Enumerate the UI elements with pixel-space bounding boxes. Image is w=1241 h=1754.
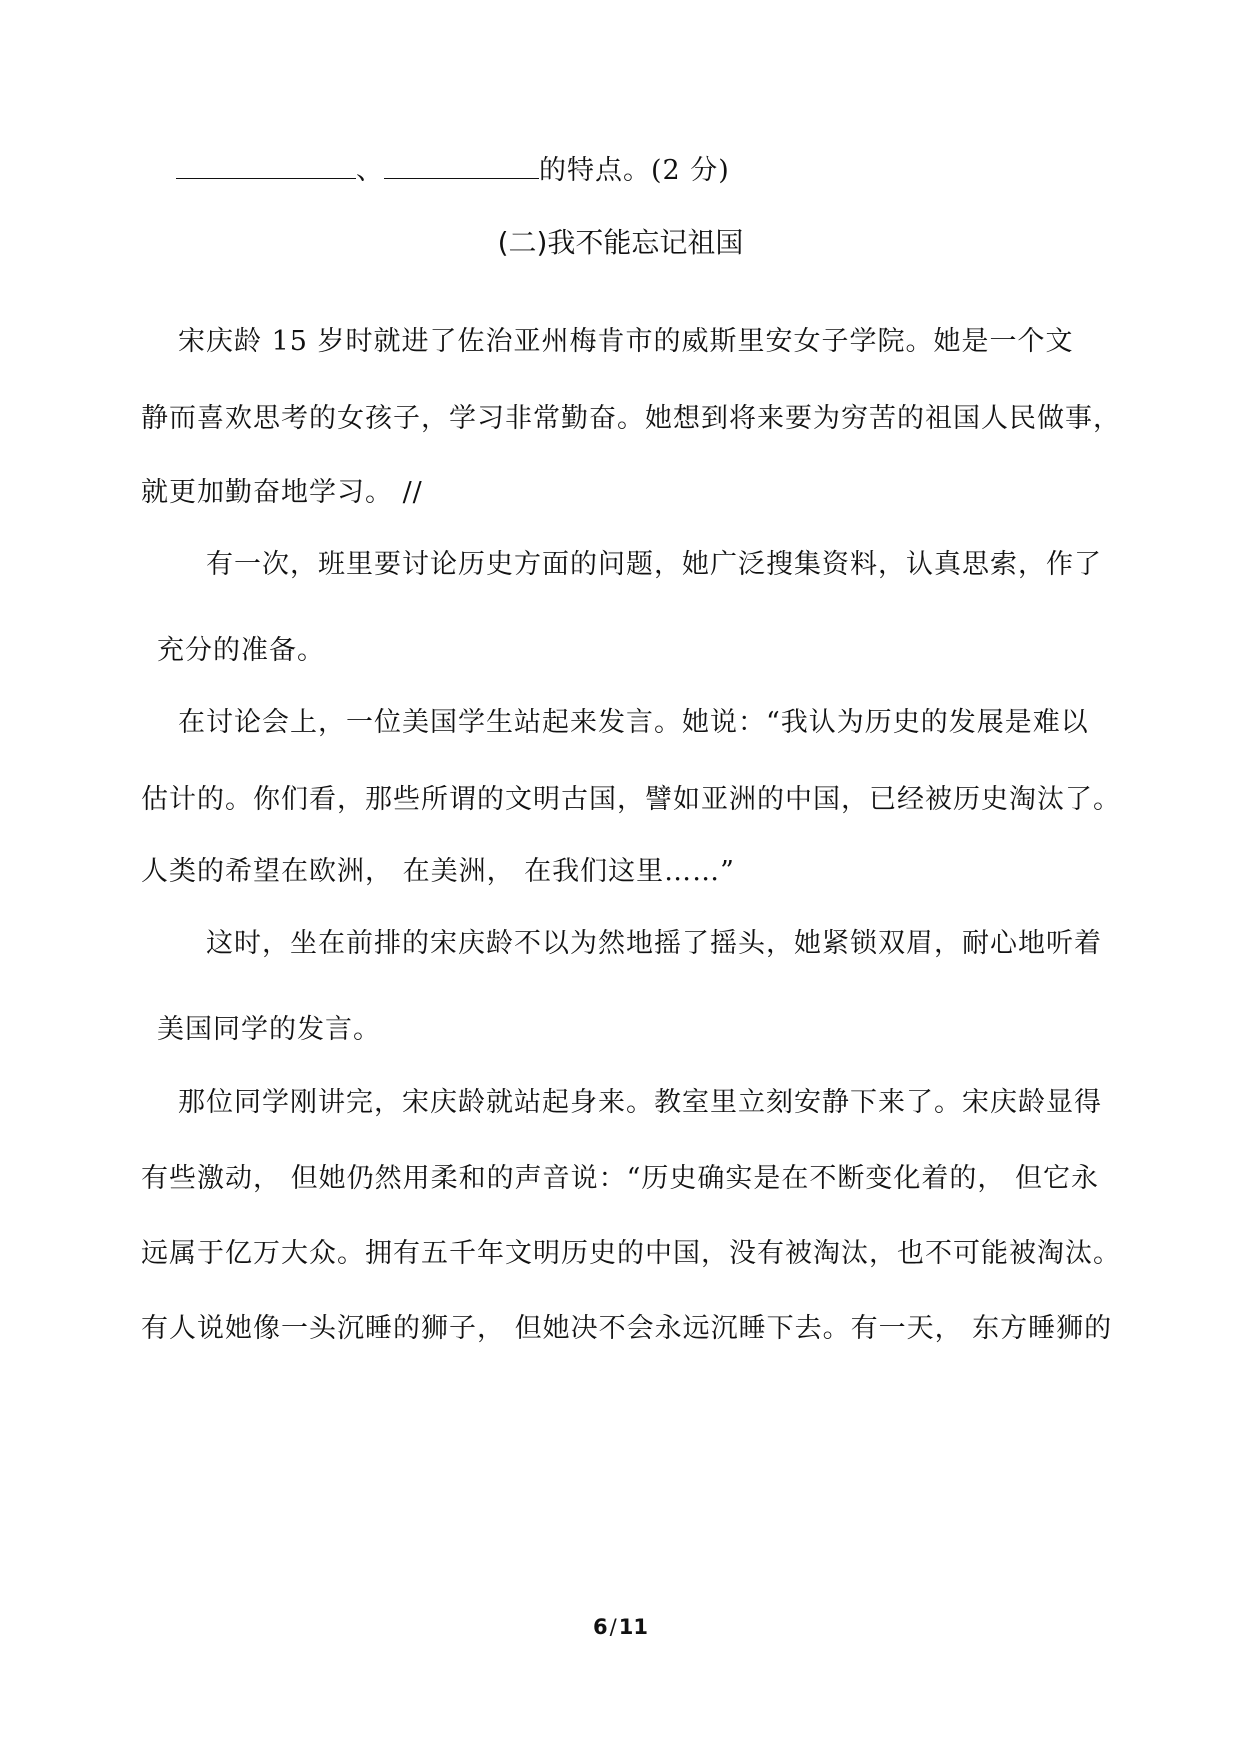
page-separator: / bbox=[609, 1615, 617, 1639]
passage-line: 那位同学刚讲完，宋庆龄就站起身来。教室里立刻安静下来了。宋庆龄显得 bbox=[178, 1087, 1102, 1118]
passage-line: 美国同学的发言。 bbox=[157, 1014, 381, 1045]
passage-line: 宋庆龄 15 岁时就进了佐治亚州梅肯市的威斯里安女子学院。她是一个文 bbox=[178, 326, 1074, 357]
passage-line: 人类的希望在欧洲， 在美洲， 在我们这里……” bbox=[141, 856, 735, 887]
passage-line: 有人说她像一头沉睡的狮子， 但她决不会永远沉睡下去。有一天， 东方睡狮的 bbox=[141, 1313, 1113, 1344]
answer-blank-2[interactable] bbox=[384, 150, 539, 179]
passage-line: 在讨论会上，一位美国学生站起来发言。她说：“我认为历史的发展是难以 bbox=[178, 707, 1089, 738]
passage-line: 远属于亿万大众。拥有五千年文明历史的中国，没有被淘汰，也不可能被淘汰。 bbox=[141, 1238, 1121, 1269]
current-page: 6 bbox=[593, 1615, 608, 1639]
section-title: (二)我不能忘记祖国 bbox=[497, 226, 744, 259]
passage-line: 充分的准备。 bbox=[157, 635, 325, 666]
blank-separator: 、 bbox=[356, 155, 384, 186]
passage-line: 这时，坐在前排的宋庆龄不以为然地摇了摇头，她紧锁双眉，耐心地听着 bbox=[206, 928, 1102, 959]
passage-line: 就更加勤奋地学习。 // bbox=[141, 477, 423, 508]
question-suffix: 的特点。(2 分) bbox=[539, 155, 730, 186]
total-pages: 11 bbox=[618, 1615, 648, 1639]
question-tail bbox=[176, 150, 730, 189]
passage-line: 静而喜欢思考的女孩子，学习非常勤奋。她想到将来要为穷苦的祖国人民做事， bbox=[141, 403, 1121, 434]
page-number bbox=[0, 1613, 1241, 1641]
answer-blank-1[interactable] bbox=[176, 150, 356, 179]
passage-line: 有些激动， 但她仍然用柔和的声音说：“历史确实是在不断变化着的， 但它永 bbox=[141, 1163, 1099, 1194]
passage-line: 估计的。你们看，那些所谓的文明古国，譬如亚洲的中国，已经被历史淘汰了。 bbox=[141, 784, 1121, 815]
passage-line: 有一次，班里要讨论历史方面的问题，她广泛搜集资料，认真思索，作了 bbox=[206, 549, 1102, 580]
